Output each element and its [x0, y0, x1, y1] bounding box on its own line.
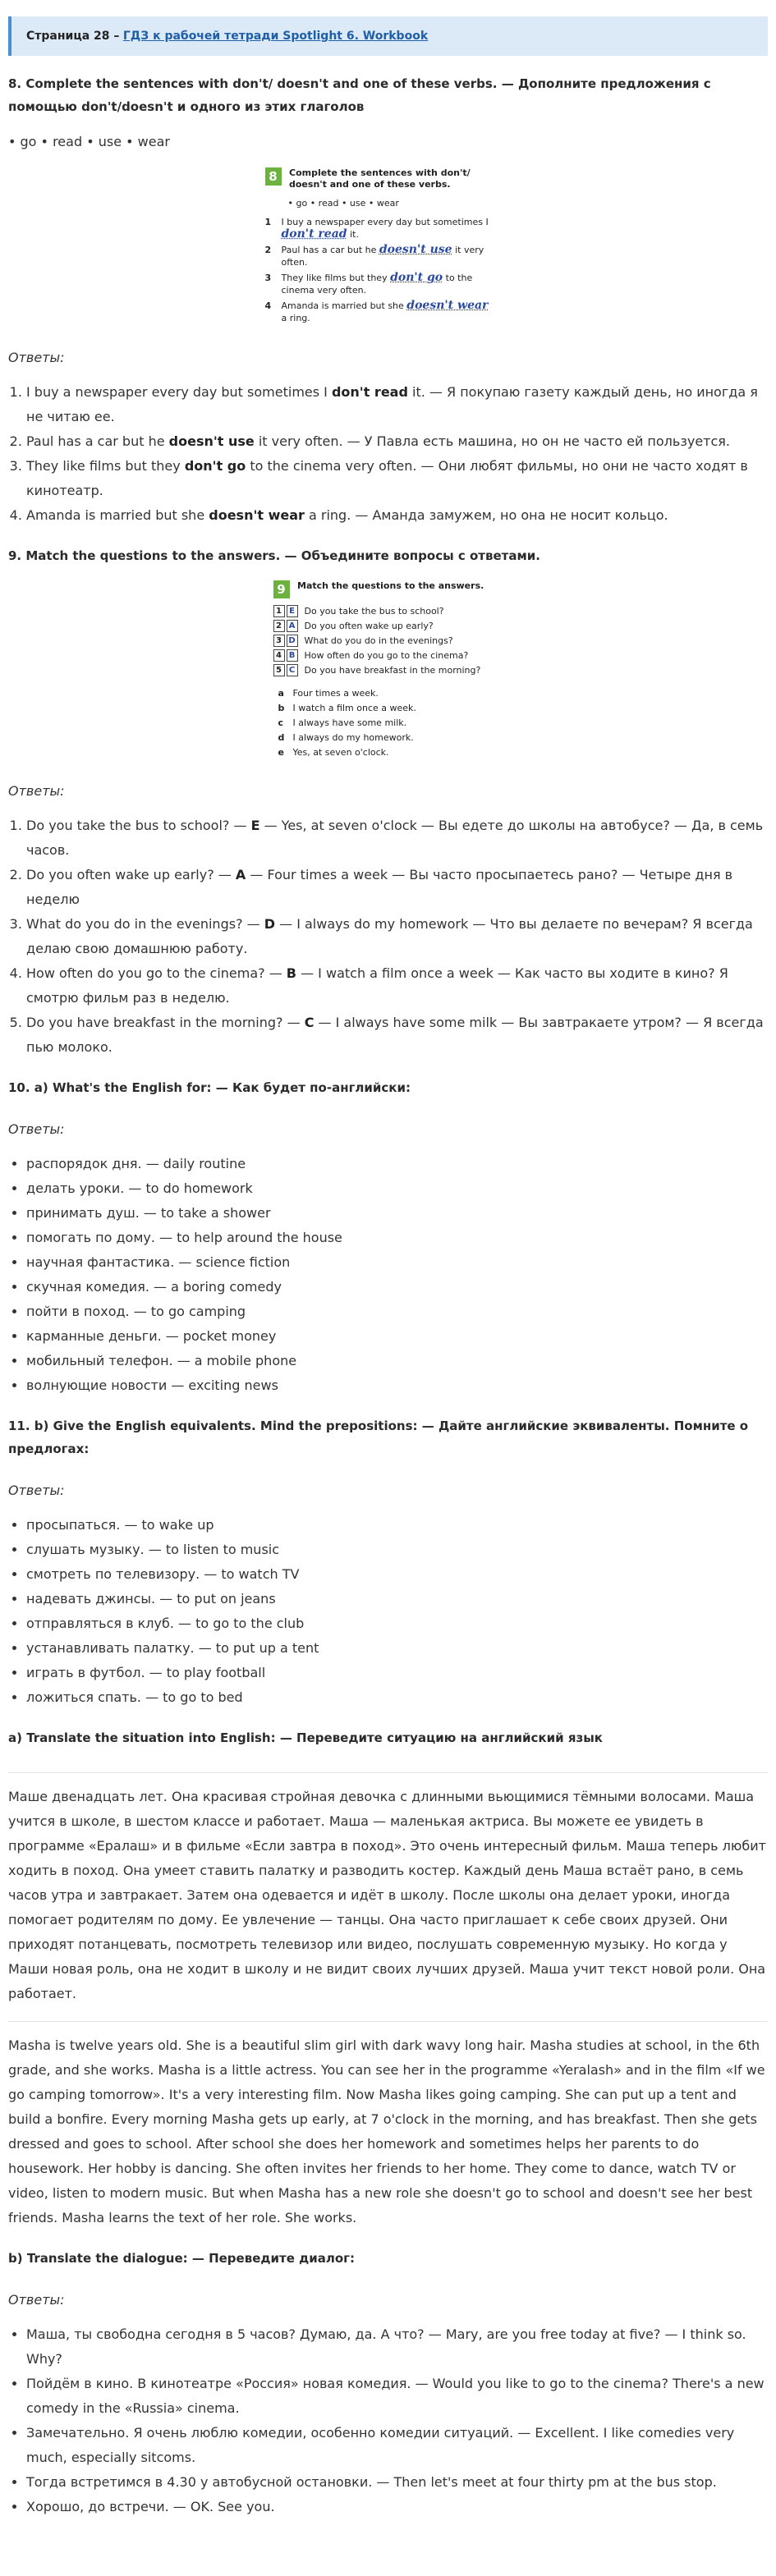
- answer-text: — I watch a film once a week — Как часто вы ходите в кино? Я смотрю фильм раз в неделю.: [26, 965, 728, 1006]
- answer-key: doesn't use: [168, 433, 255, 449]
- answer-item: [26, 454, 768, 503]
- answer-letter: d: [278, 732, 285, 743]
- exercise-a-title: a) Translate the situation into English: — Переведите ситуацию на английский язык: [8, 1730, 603, 1745]
- exercise-9-figure-title: Match the questions to the answers.: [297, 580, 484, 591]
- answer-text: it very often. — У Павла есть машина, но он не часто ей пользуется.: [254, 433, 730, 449]
- answer-text: I buy a newspaper every day but sometimes I: [26, 384, 332, 400]
- answers-label: Ответы:: [8, 783, 65, 799]
- figure-item: [265, 216, 512, 241]
- answer-text: to the cinema very often. — Они любят фильмы, но они не часто ходят в кинотеатр.: [26, 458, 748, 498]
- figure-item-end: a ring.: [281, 313, 310, 323]
- answer-key: don't go: [184, 458, 246, 474]
- list-item: • делать уроки. — to do homework: [26, 1176, 768, 1201]
- figure-item-number: 3: [264, 273, 272, 283]
- figure-item-number: 4: [264, 300, 272, 311]
- figure-item-stem: They like films but they: [281, 273, 391, 283]
- exercise-9-answers: [8, 814, 768, 1060]
- answer-item: [26, 863, 768, 912]
- figure-item-number: 1: [264, 217, 272, 227]
- figure-answer-text: Four times a week.: [292, 688, 379, 699]
- figure-question-text: Do you often wake up early?: [304, 621, 434, 631]
- question-number-box: 3: [273, 635, 285, 647]
- answer-text: Paul has a car but he: [26, 433, 169, 449]
- workbook-link[interactable]: ГДЗ к рабочей тетради Spotlight 6. Workbook: [122, 30, 429, 43]
- figure-answer-row: [278, 702, 503, 714]
- exercise-8-figure-verbs: • go • read • use • wear: [287, 198, 399, 209]
- answer-item: [26, 380, 768, 429]
- exercise-9-figure: [8, 580, 768, 761]
- answer-letter: c: [278, 717, 284, 728]
- list-item: • Тогда встретимся в 4.30 у автобусной остановки. — Then let's meet at four thirty pm at the bus stop.: [26, 2470, 768, 2495]
- exercise-b-title: b) Translate the dialogue: — Переведите диалог:: [8, 2251, 355, 2266]
- list-item: • волнующие новости — exciting news: [26, 1373, 768, 1398]
- list-item: • Пойдём в кино. В кинотеатре «Россия» новая комедия. — Would you like to go to the cinema? There's a new comedy in the «Russia» cinema.: [26, 2372, 768, 2421]
- answer-text: How often do you go to the cinema? —: [26, 965, 287, 981]
- list-item: • смотреть по телевизору. — to watch TV: [26, 1562, 768, 1587]
- answer-text: it. — Я покупаю газету каждый день, но иногда я не читаю ее.: [26, 384, 758, 424]
- question-number-box: 4: [273, 649, 285, 662]
- answer-item: [26, 814, 768, 863]
- russian-text: Маше двенадцать лет. Она красивая стройная девочка с длинными вьющимися тёмными волосами. Маша учится в школе, в шестом классе и работает. Маша — маленькая актриса. Вы можете ее увидеть в программе «Ералаш» и в фильме «Если завтра в поход». Это очень интересный фильм. Маша теперь любит ходить в поход. Она умеет ставить палатку и разводить костер. Каждый день Маша встаёт рано, в семь часов утра и завтракает. Затем она одевается и идёт в школу. После школы она делает уроки, иногда помогает родителям по дому. Ее увлечение — танцы. Она часто приглашает к себе своих друзей. Они приходят потанцевать, посмотреть телевизор или видео, послушать современную музыку. Но когда у Маши новая роль, она не ходит в школу и не видит своих лучших друзей. Маша учит текст новой роли. Она работает.: [8, 1789, 766, 2001]
- answer-text: — Yes, at seven o'clock — Вы едете до школы на автобусе? — Да, в семь часов.: [26, 818, 764, 858]
- figure-answer-text: I watch a film once a week.: [292, 703, 416, 713]
- breadcrumb-bar: [8, 16, 768, 56]
- figure-answer-row: [278, 687, 503, 699]
- figure-item-stem: I buy a newspaper every day but sometimes I: [281, 217, 489, 227]
- answer-item: [26, 503, 768, 528]
- exercise-8-badge: 8: [265, 167, 282, 186]
- answer-letter-box: B: [287, 649, 298, 662]
- answer-text: — I always do my homework — Что вы делаете по вечерам? Я всегда делаю свою домашнюю работу.: [26, 916, 753, 956]
- figure-item-text: [282, 244, 495, 268]
- page-number-label: Страница 28 –: [26, 30, 120, 43]
- list-item: • Хорошо, до встречи. — OK. See you.: [26, 2495, 768, 2519]
- figure-item-end: to the cinema very often.: [281, 273, 473, 296]
- figure-answer-text: I always do my homework.: [292, 732, 414, 743]
- list-item: • скучная комедия. — a boring comedy: [26, 1275, 768, 1299]
- answer-text: — Four times a week — Вы часто просыпаетесь рано? — Четыре дня в неделю: [26, 867, 733, 907]
- list-item: • Замечательно. Я очень люблю комедии, особенно комедии ситуаций. — Excellent. I like comedies very much, especially sitcoms.: [26, 2421, 768, 2470]
- figure-item-text: [282, 216, 495, 241]
- list-item: • Маша, ты свободна сегодня в 5 часов? Думаю, да. А что? — Mary, are you free today at five? — I think so. Why?: [26, 2322, 768, 2372]
- answer-letter-box: A: [287, 620, 298, 632]
- list-item: • слушать музыку. — to listen to music: [26, 1538, 768, 1562]
- handwritten-answer: doesn't wear: [406, 299, 489, 312]
- english-text: Masha is twelve years old. She is a beautiful slim girl with dark wavy long hair. Masha studies at school, in the 6th grade, and she works. Masha is a little actress. You can see her in the programme «Yeralash» and in the film «If we go camping tomorrow». It's a very interesting film. Now Masha likes going camping. She can put up a tent and build a bonfire. Every morning Masha gets up early, at 7 o'clock in the morning, and has breakfast. Then she gets dressed and goes to school. After school she does her homework and sometimes helps her parents to do housework. Her hobby is dancing. She often invites her friends to her home. They come to dance, watch TV or video, listen to modern music. But when Masha has a new role she doesn't go to school and doesn't see her best friends. Masha learns the text of her role. She works.: [8, 2037, 765, 2225]
- answer-text: Do you often wake up early? —: [26, 867, 236, 882]
- answer-text: Do you have breakfast in the morning? —: [26, 1015, 305, 1030]
- figure-question-text: Do you take the bus to school?: [304, 606, 444, 616]
- answer-key: don't read: [331, 384, 408, 400]
- figure-question-text: Do you have breakfast in the morning?: [304, 665, 481, 676]
- answer-item: [26, 1011, 768, 1060]
- answers-label: Ответы:: [8, 1121, 65, 1137]
- figure-question-row: [273, 664, 503, 676]
- exercise-9-title: 9. Match the questions to the answers. — Объедините вопросы с ответами.: [8, 548, 540, 563]
- answer-text: a ring. — Аманда замужем, но она не носит кольцо.: [304, 507, 668, 523]
- handwritten-answer: doesn't use: [379, 243, 452, 256]
- exercise-9-badge: 9: [273, 580, 290, 598]
- figure-question-text: What do you do in the evenings?: [304, 635, 453, 646]
- answer-letter: b: [278, 703, 285, 713]
- figure-answer-row: [278, 746, 503, 759]
- exercise-8-title: 8. Complete the sentences with don't/ doesn't and one of these verbs. — Дополните предложения с помощью don't/doesn't и одного из этих глаголов: [8, 76, 711, 114]
- figure-question-row: [273, 635, 503, 647]
- list-item: • устанавливать палатку. — to put up a tent: [26, 1636, 768, 1661]
- answer-text: They like films but they: [26, 458, 185, 474]
- answer-key: A: [235, 867, 246, 882]
- figure-answer-row: [278, 717, 503, 729]
- list-item: • просыпаться. — to wake up: [26, 1513, 768, 1538]
- list-item: • мобильный телефон. — a mobile phone: [26, 1349, 768, 1373]
- answer-key: E: [250, 818, 260, 833]
- figure-answer-text: I always have some milk.: [292, 717, 407, 728]
- figure-question-row: [273, 620, 503, 632]
- answer-item: [26, 912, 768, 961]
- answer-letter-box: D: [287, 635, 298, 647]
- answer-text: What do you do in the evenings? —: [26, 916, 264, 932]
- figure-item-stem: Amanda is married but she: [281, 300, 407, 311]
- list-item: • карманные деньги. — pocket money: [26, 1324, 768, 1349]
- answers-label: Ответы:: [8, 1483, 65, 1498]
- figure-answer-row: [278, 731, 503, 744]
- answer-text: Amanda is married but she: [26, 507, 209, 523]
- answer-letter: a: [278, 688, 284, 699]
- figure-answer-text: Yes, at seven o'clock.: [292, 747, 389, 758]
- exercise-10-list: [8, 1152, 768, 1398]
- answer-key: B: [286, 965, 296, 981]
- answer-letter-box: C: [287, 664, 298, 676]
- list-item: • ложиться спать. — to go to bed: [26, 1685, 768, 1710]
- divider: [8, 1772, 768, 1773]
- figure-item-text: [282, 300, 495, 324]
- answer-item: [26, 961, 768, 1011]
- exercise-11-title: 11. b) Give the English equivalents. Mind the prepositions: — Дайте английские эквиваленты. Помните о предлогах:: [8, 1419, 749, 1456]
- list-item: • надевать джинсы. — to put on jeans: [26, 1587, 768, 1611]
- list-item: • принимать душ. — to take a shower: [26, 1201, 768, 1226]
- figure-item-end: it very often.: [281, 245, 484, 268]
- question-number-box: 2: [273, 620, 285, 632]
- list-item: • помогать по дому. — to help around the house: [26, 1226, 768, 1250]
- figure-item: [265, 244, 512, 268]
- figure-item-stem: Paul has a car but he: [281, 245, 379, 255]
- handwritten-answer: don't read: [281, 227, 347, 241]
- figure-item-number: 2: [264, 245, 272, 255]
- exercise-10-title: 10. a) What's the English for: — Как будет по-английски:: [8, 1080, 411, 1095]
- answers-label: Ответы:: [8, 2292, 65, 2308]
- exercise-8-figure: [8, 167, 768, 328]
- exercise-b-list: [8, 2322, 768, 2519]
- answer-key: D: [264, 916, 276, 932]
- list-item: • играть в футбол. — to play football: [26, 1661, 768, 1685]
- answer-letter: e: [278, 747, 284, 758]
- question-number-box: 1: [273, 605, 285, 617]
- answer-key: C: [304, 1015, 315, 1030]
- exercise-11-list: [8, 1513, 768, 1710]
- answer-text: — I always have some milk — Вы завтракаете утром? — Я всегда пью молоко.: [26, 1015, 764, 1055]
- list-item: • распорядок дня. — daily routine: [26, 1152, 768, 1176]
- figure-item-end: it.: [347, 229, 359, 240]
- answer-key: doesn't wear: [209, 507, 305, 523]
- exercise-8-verbs: • go • read • use • wear: [8, 134, 170, 149]
- figure-item-text: [282, 272, 495, 296]
- list-item: • пойти в поход. — to go camping: [26, 1299, 768, 1324]
- figure-item: [265, 300, 512, 324]
- exercise-8-answers: [8, 380, 768, 528]
- answer-item: [26, 429, 768, 454]
- exercise-8-figure-title: Complete the sentences with don't/ doesn't and one of these verbs.: [289, 167, 471, 190]
- answer-letter-box: E: [287, 605, 298, 617]
- answer-text: Do you take the bus to school? —: [26, 818, 251, 833]
- page: [0, 16, 776, 2552]
- question-number-box: 5: [273, 664, 285, 676]
- figure-item: [265, 272, 512, 296]
- list-item: • научная фантастика. — science fiction: [26, 1250, 768, 1275]
- divider: [8, 2021, 768, 2022]
- figure-question-row: [273, 605, 503, 617]
- handwritten-answer: don't go: [390, 271, 443, 284]
- list-item: • отправляться в клуб. — to go to the club: [26, 1611, 768, 1636]
- figure-question-row: [273, 649, 503, 662]
- figure-question-text: How often do you go to the cinema?: [304, 650, 469, 661]
- answers-label: Ответы:: [8, 350, 65, 365]
